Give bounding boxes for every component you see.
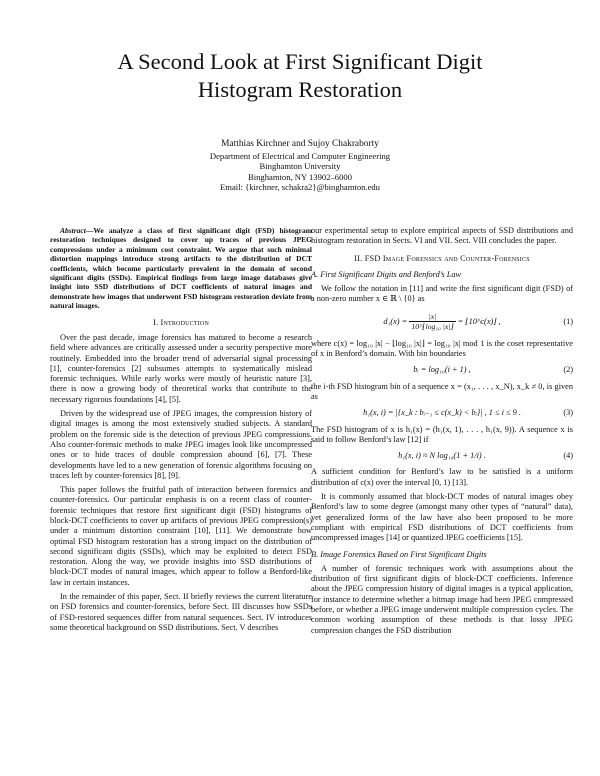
equation-3 <box>311 408 573 418</box>
title-line-2: Histogram Restoration <box>197 77 403 102</box>
subsection-a-paragraph-4: The FSD histogram of x is h₁(x) = (h₁(x, 1), . . . , h₁(x, 9)). A sequence x is said to follow Benford’s law [12] if <box>311 424 573 444</box>
equation-1-lhs: d₁(x) = <box>383 316 408 326</box>
subsection-b-paragraph-1: A number of forensic techniques work with assumptions about the distribution of first significant digits of block-DCT coefficients. Inference about the JPEG compression history of digital images is a typical application, for instance to determine whether a bitmap image had been JPEG compressed before, or whether a JPEG image underwent multiple compression cycles. The common working assumption of these methods is that lossy JPEG compression changes the FSD distribution <box>311 563 573 635</box>
subsection-heading-a: A. First Significant Digits and Benford’s Law <box>311 269 462 279</box>
intro-paragraph-3: This paper follows the fruitful path of interaction between forensics and counter-forensics. Our particular emphasis is on a recent class of counter-forensic techniques that restore first significant digit (FSD) histograms of block-DCT coefficients to cover up artifacts of previous JPEG compression(s) under a minimum distortion constraint [10], [11]. We demonstrate how optimal FSD histogram restoration has a strong impact on the distribution of second significant digits (SSDs), which may be exploited to detect FSD restoration. Along the way, we provide insights into SSD distributions of block-DCT modes of natural images, which appear to follow a Benford-like law in certain instances. <box>50 485 312 587</box>
equation-2-body: bᵢ = log₁₀(i + 1) , <box>413 365 471 375</box>
subsection-a-paragraph-1: We follow the notation in [11] and write the first significant digit (FSD) of a non-zero number x ∈ ℝ \ {0} as <box>311 284 573 304</box>
left-column <box>50 226 312 637</box>
abstract <box>50 226 312 311</box>
equation-2-number: (2) <box>563 365 573 375</box>
title-line-1: A Second Look at First Significant Digit <box>117 49 483 74</box>
equation-3-body: h₁(x, i) = |{x_k : bᵢ₋₁ ≤ c(x_k) < bᵢ}| , 1 ≤ i ≤ 9 . <box>363 408 521 418</box>
section-heading-introduction: I. Introduction <box>152 317 209 327</box>
section-heading-fsd-forensics: II. FSD Image Forensics and Counter-Forensics <box>354 253 530 263</box>
intro-paragraph-2: Driven by the widespread use of JPEG images, the compression history of digital images is among the most extensively studied subjects. A standard problem on the forensic side is the detection of previous JPEG compressions. Also counter-forensic methods to make JPEG images look like uncompressed ones or to hide traces of double compression abound [6], [7]. These developments have led to a new generation of forensic algorithms focusing on traces left by counter-forensics [8], [9]. <box>50 409 312 480</box>
author-university: Binghamton University <box>259 161 341 172</box>
equation-4 <box>311 451 573 461</box>
author-department: Department of Electrical and Computer Engineering <box>209 150 391 161</box>
right-column <box>311 226 573 640</box>
abstract-lead: Abstract <box>60 226 86 235</box>
author-email: Email: {kirchner, schakra2}@binghamton.edu <box>220 182 380 193</box>
author-block <box>120 139 480 193</box>
intro-paragraph-1: Over the past decade, image forensics has matured to become a research field where advances are critically assessed under a security perspective more routinely. Embedded into the broader trend of adversarial signal processing [1], counter-forensics [2] subsumes attempts to systematically mislead forensic techniques. While early works were mostly of heuristic nature [3], there is now a growing body of theoretical works that contribute to the necessary rigorous foundations [4], [5]. <box>50 332 312 404</box>
author-city: Binghamton, NY 13902–6000 <box>248 171 352 182</box>
equation-1-fraction <box>409 312 455 331</box>
equation-3-number: (3) <box>563 408 573 418</box>
subsection-a-paragraph-3: the i-th FSD histogram bin of a sequence x = (x₁, . . . , x_N), x_k ≠ 0, is given as <box>311 381 573 401</box>
equation-1-denominator: 10^⌊log₁₀ |x|⌋ <box>411 322 454 332</box>
equation-1 <box>311 311 573 333</box>
subsection-a-paragraph-2: where c(x) = log₁₀ |x| − ⌊log₁₀ |x|⌋ = log₁₀ |x| mod 1 is the coset representative of x in Benford’s domain. With bin boundaries <box>311 338 573 359</box>
abstract-text: —We analyze a class of first significant digit (FSD) histogram restoration techniques designed to cover up traces of previous JPEG compressions under a minimum cost constraint. We argue that such minimal distortion mappings introduce strong artifacts to the distribution of DCT coefficients, which become particularly prevalent in the domain of second significant digits (SSDs). Empirical findings from large image databases give insight into SSD distributions of DCT coefficients of natural images and demonstrate how images that underwent FSD histogram restoration deviate from natural images. <box>50 226 312 311</box>
intro-paragraph-4: In the remainder of this paper, Sect. II briefly reviews the current literature on FSD forensics and counter-forensics, before Sect. III discusses how SSDs of FSD-restored sequences differ from natural sequences. Sect. IV introduces some theoretical background on SSD distributions. Sect. V describes <box>50 592 312 632</box>
equation-4-body: h₁(x, i) ≈ N log₁₀(1 + 1/i) . <box>398 451 486 461</box>
equation-1-number: (1) <box>563 316 573 326</box>
subsection-heading-b: B. Image Forensics Based on First Significant Digits <box>311 549 487 559</box>
equation-1-numerator: |x| <box>409 312 455 322</box>
author-names: Matthias Kirchner and Sujoy Chakraborty <box>221 139 379 149</box>
equation-4-number: (4) <box>563 451 573 461</box>
equation-2 <box>311 365 573 375</box>
subsection-a-paragraph-6: It is commonly assumed that block-DCT modes of natural images obey Benford’s law to some degree (amongst many other types of “natural” data), yet generalized forms of the law have also been proposed to be more compliant with empirical FSD distributions of DCT coefficients from uncompressed images [14] or quantized JPEG coefficients [15]. <box>311 492 573 543</box>
equation-1-rhs: = ⌊10^c(x)⌋ , <box>457 316 501 326</box>
right-paragraph-continued: our experimental setup to explore empirical aspects of SSD distributions and histogram restoration in Sects. VI and VII. Sect. VIII concludes the paper. <box>311 226 573 246</box>
subsection-a-paragraph-5: A sufficient condition for Benford’s law to be satisfied is a uniform distribution of c(x) over the interval [0, 1) [13]. <box>311 467 573 487</box>
paper-title <box>60 48 540 104</box>
